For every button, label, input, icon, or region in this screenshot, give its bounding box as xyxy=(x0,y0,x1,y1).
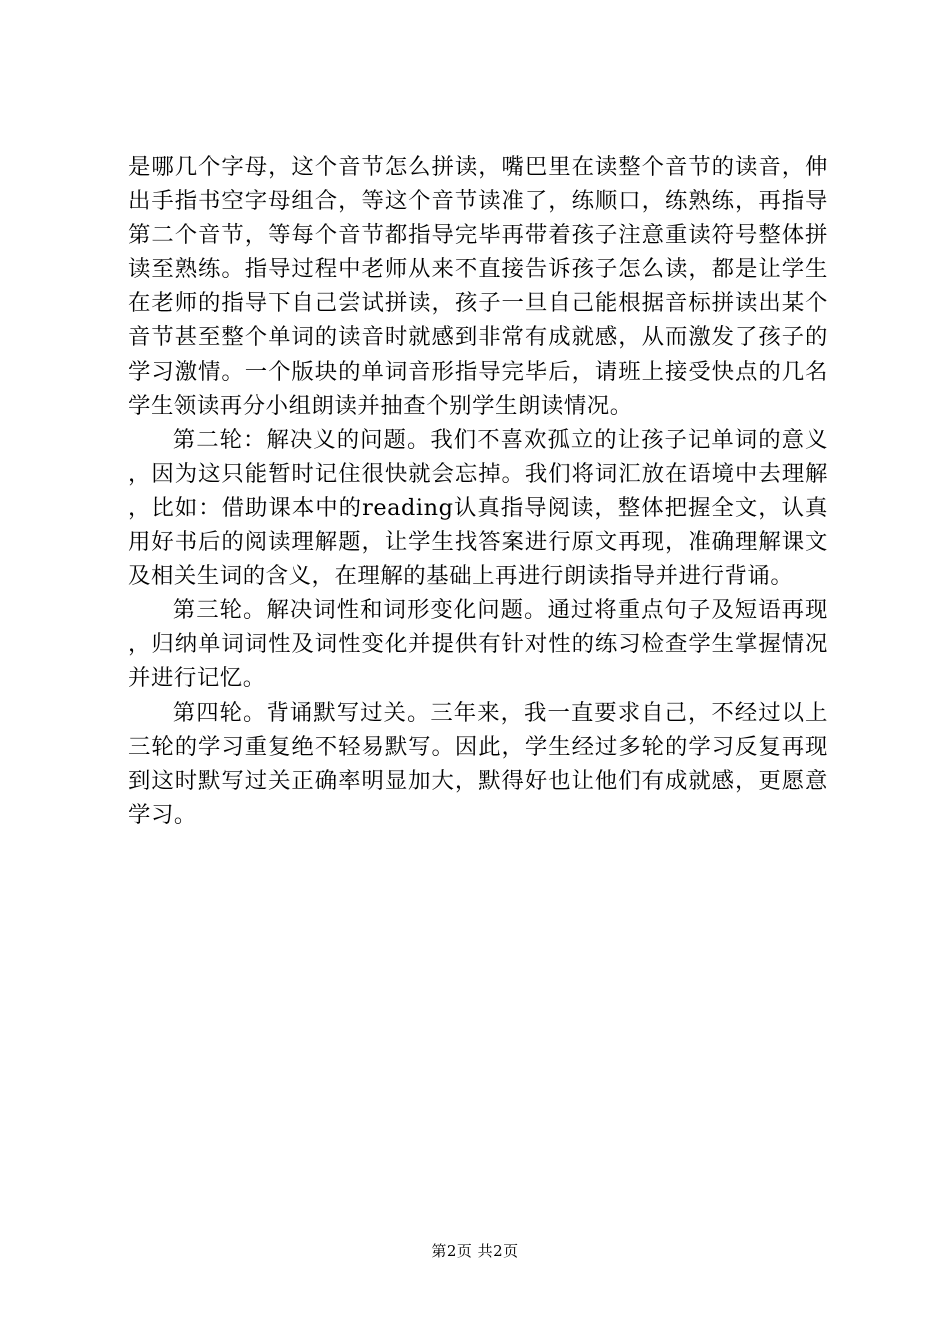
paragraph-round-two: 第二轮：解决义的问题。我们不喜欢孤立的让孩子记单词的意义，因为这只能暂时记住很快就会忘掉。我们将词汇放在语境中去理解，比如：借助课本中的reading认真指导阅读，整体把握全文，认真用好书后的阅读理解题，让学生找答案进行原文再现，准确理解课文及相关生词的含义，在理解的基础上再进行朗读指导并进行背诵。 xyxy=(128,426,828,590)
paragraph-round-four: 第四轮。背诵默写过关。三年来，我一直要求自己，不经过以上三轮的学习重复绝不轻易默写。因此，学生经过多轮的学习反复再现到这时默写过关正确率明显加大，默得好也让他们有成就感，更愿意学习。 xyxy=(128,699,828,828)
paragraph-continuation: 是哪几个字母，这个音节怎么拼读，嘴巴里在读整个音节的读音，伸出手指书空字母组合，等这个音节读准了，练顺口，练熟练，再指导第二个音节，等每个音节都指导完毕再带着孩子注意重读符号整体拼读至熟练。指导过程中老师从来不直接告诉孩子怎么读，都是让学生在老师的指导下自己尝试拼读，孩子一旦自己能根据音标拼读出某个音节甚至整个单词的读音时就感到非常有成就感，从而激发了孩子的学习激情。一个版块的单词音形指导完毕后，请班上接受快点的几名学生领读再分小组朗读并抽查个别学生朗读情况。 xyxy=(128,154,828,419)
document-body xyxy=(128,150,828,832)
paragraph-round-three: 第三轮。解决词性和词形变化问题。通过将重点句子及短语再现，归纳单词词性及词性变化并提供有针对性的练习检查学生掌握情况并进行记忆。 xyxy=(128,597,828,692)
page-number-footer: 第2页 共2页 xyxy=(431,1242,519,1260)
